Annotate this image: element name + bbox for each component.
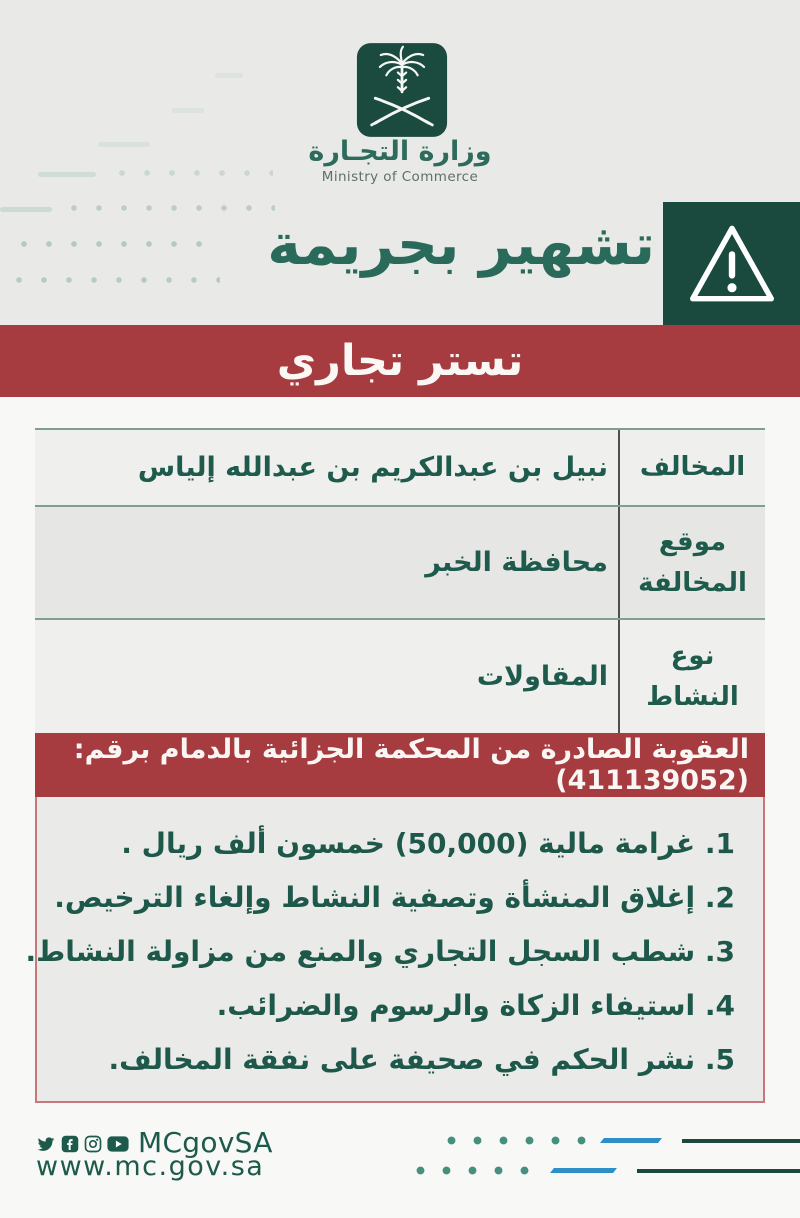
page-title: تشهير بجريمة bbox=[267, 212, 655, 278]
ministry-name-english: Ministry of Commerce bbox=[321, 169, 479, 185]
column-divider bbox=[618, 620, 620, 733]
decorative-green-line bbox=[682, 1139, 800, 1144]
column-divider bbox=[618, 430, 620, 505]
crime-type-banner: تستر تجاري bbox=[0, 325, 800, 397]
warning-box bbox=[663, 202, 800, 325]
location-value: محافظة الخبر bbox=[425, 547, 608, 578]
decorative-dots bbox=[20, 240, 220, 248]
violator-value: نبيل بن عبدالكريم بن عبدالله إلياس bbox=[137, 452, 608, 483]
ministry-name-arabic: وزارة التجـارة bbox=[308, 136, 492, 167]
decorative-dots bbox=[416, 1166, 541, 1175]
penalty-item-5: 5. نشر الحكم في صحيفة على نفقة المخالف. bbox=[108, 1043, 735, 1076]
penalty-heading-banner: العقوبة الصادرة من المحكمة الجزائية بالدمام برقم:(411139052) bbox=[35, 733, 765, 797]
decorative-dash bbox=[172, 108, 204, 113]
activity-label: نوع النشاط bbox=[646, 641, 739, 712]
column-divider bbox=[618, 507, 620, 618]
decorative-dots bbox=[70, 204, 275, 212]
location-label: موقع المخالفة bbox=[638, 527, 747, 598]
violation-info-table bbox=[35, 428, 765, 733]
violator-label: المخالف bbox=[639, 452, 746, 483]
decorative-dash bbox=[0, 207, 52, 212]
table-row-location bbox=[35, 505, 765, 618]
penalty-item-2: 2. إغلاق المنشأة وتصفية النشاط وإلغاء الترخيص. bbox=[54, 881, 735, 914]
decorative-dots bbox=[15, 276, 220, 284]
activity-value: المقاولات bbox=[476, 661, 608, 692]
penalty-item-1: 1. غرامة مالية (50,000) خمسون ألف ريال . bbox=[121, 827, 735, 860]
website-url: www.mc.gov.sa bbox=[36, 1151, 265, 1182]
decorative-dots bbox=[447, 1136, 597, 1145]
footer-decoration-row-1 bbox=[0, 1136, 800, 1145]
penalty-item-3: 3. شطب السجل التجاري والمنع من مزاولة النشاط. bbox=[25, 935, 735, 968]
header-section bbox=[0, 0, 800, 325]
penalty-list bbox=[25, 797, 765, 1103]
decorative-dash bbox=[215, 73, 243, 78]
decorative-blue-dash bbox=[600, 1138, 662, 1143]
table-row-violator bbox=[35, 428, 765, 505]
warning-triangle-icon bbox=[686, 222, 778, 306]
table-row-activity bbox=[35, 618, 765, 733]
decorative-blue-dash bbox=[550, 1168, 617, 1173]
decorative-green-line bbox=[637, 1169, 800, 1174]
penalty-item-4: 4. استيفاء الزكاة والرسوم والضرائب. bbox=[216, 989, 735, 1022]
social-handle: MCgovSA bbox=[138, 1126, 273, 1159]
footer-decoration-row-2 bbox=[0, 1166, 800, 1175]
ministry-emblem-icon bbox=[356, 42, 448, 138]
